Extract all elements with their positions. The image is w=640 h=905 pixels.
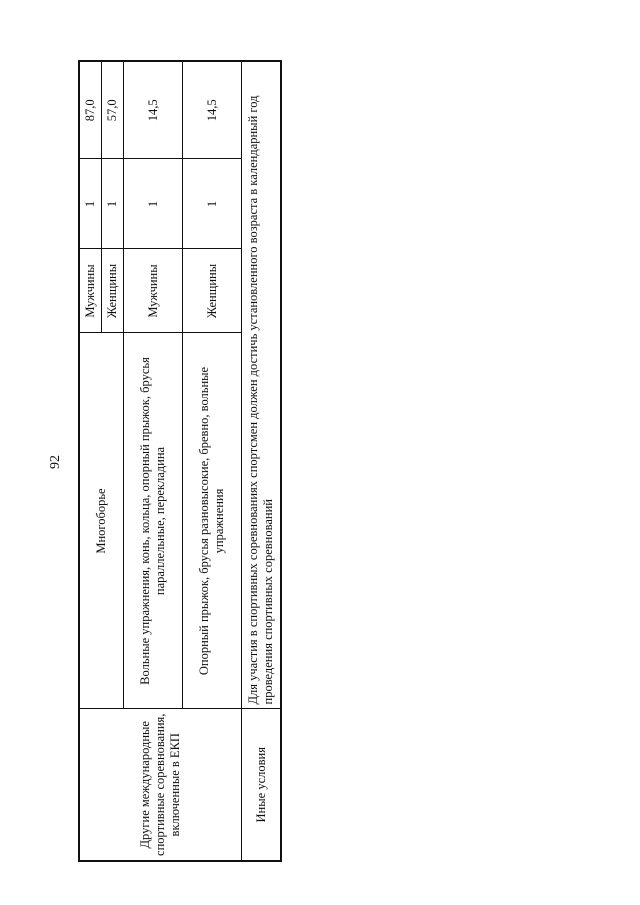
discipline-cell: Опорный прыжок, брусья разновысокие, бревно, вольные упражнения [183,333,242,709]
score-cell: 14,5 [124,61,183,159]
gender-cell: Мужчины [79,249,102,333]
page-number: 92 [48,455,63,469]
count-cell: 1 [183,159,242,249]
discipline-cell: Вольные упражнения, конь, кольца, опорный прыжок, брусья параллельные, перекладина [124,333,183,709]
count-cell: 1 [124,159,183,249]
competition-category-cell: Другие международные спортивные соревнования, включенные в ЕКП [79,709,242,861]
table-row [242,61,282,861]
score-cell: 57,0 [102,61,124,159]
sports-conditions-table [78,60,282,862]
rotated-table-container [78,62,282,862]
gender-cell: Женщины [183,249,242,333]
gender-cell: Женщины [102,249,124,333]
other-conditions-text: Для участия в спортивных соревнованиях спортсмен должен достичь установленного возраста в календарный год проведения спортивных соревнований [242,61,282,709]
allround-cell: Многоборье [79,333,124,709]
count-cell: 1 [102,159,124,249]
score-cell: 87,0 [79,61,102,159]
gender-cell: Мужчины [124,249,183,333]
table-row [79,61,102,861]
other-conditions-label: Иные условия [242,709,282,861]
count-cell: 1 [79,159,102,249]
score-cell: 14,5 [183,61,242,159]
